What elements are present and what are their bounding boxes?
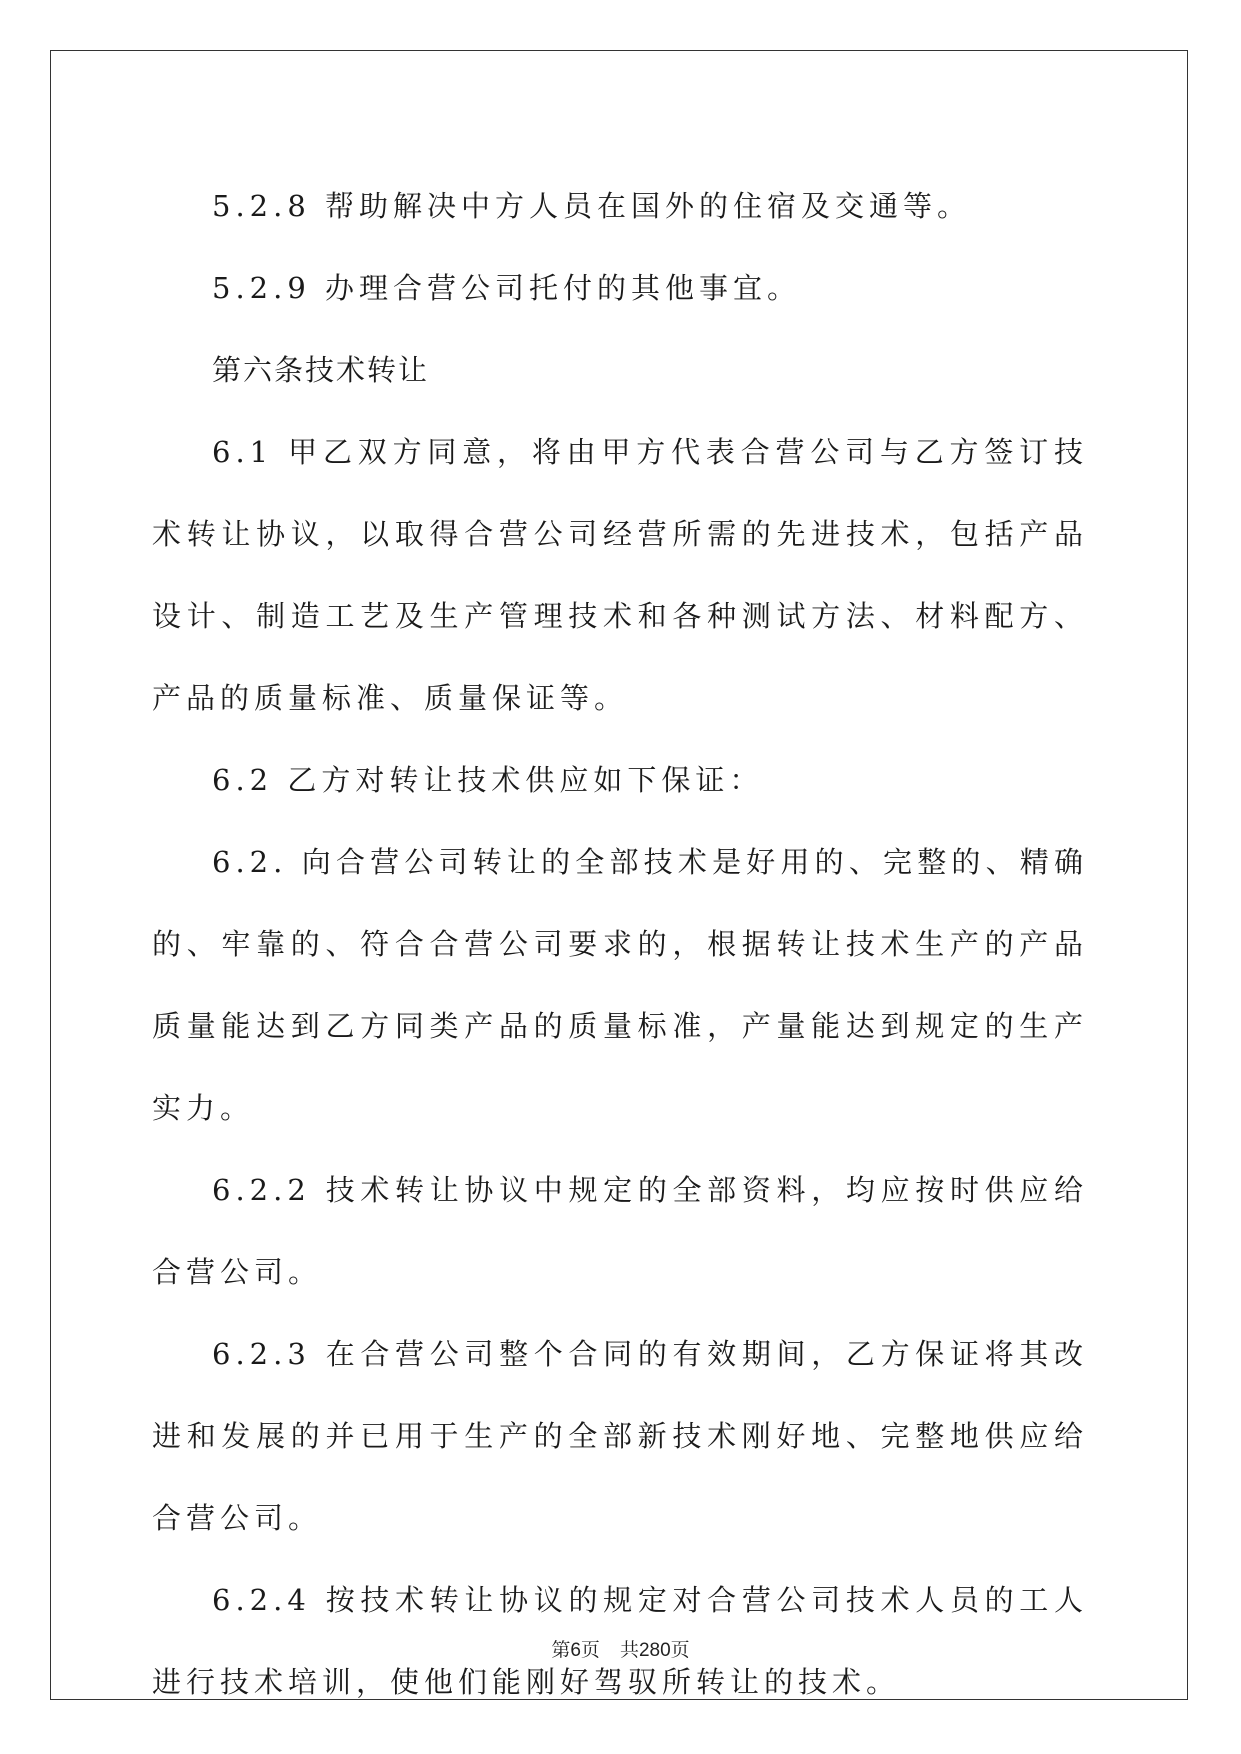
- total-pages: 280: [638, 1640, 671, 1661]
- total-prefix: 共: [619, 1639, 639, 1661]
- page-suffix: 页: [580, 1639, 600, 1661]
- page-prefix: 第: [551, 1639, 571, 1661]
- paragraph-6-2: 6.2 乙方对转让技术供应如下保证：: [212, 763, 764, 797]
- paragraph-5-2-9: 5.2.9 办理合营公司托付的其他事宜。: [212, 271, 802, 305]
- document-body: [152, 165, 1088, 1723]
- paragraph-6-2-1: 6.2. 向合营公司转让的全部技术是好用的、完整的、精确的、牢靠的、符合合营公司要求的，根据转让技术生产的产品质量能达到乙方同类产品的质量标准，产量能达到规定的生产实力。: [152, 845, 1088, 1125]
- paragraph-6-2-2: 6.2.2 技术转让协议中规定的全部资料，均应按时供应给合营公司。: [152, 1173, 1088, 1289]
- page-number: 6: [570, 1640, 581, 1661]
- paragraph-5-2-8: 5.2.8 帮助解决中方人员在国外的住宿及交通等。: [212, 189, 972, 223]
- section-heading-article-6: 第六条技术转让: [212, 353, 430, 387]
- paragraph-6-2-3: 6.2.3 在合营公司整个合同的有效期间，乙方保证将其改进和发展的并已用于生产的全部新技术刚好地、完整地供应给合营公司。: [152, 1337, 1088, 1535]
- total-suffix: 页: [670, 1639, 690, 1661]
- page-footer: [0, 1635, 1241, 1662]
- paragraph-6-2-4: 6.2.4 按技术转让协议的规定对合营公司技术人员的工人进行技术培训，使他们能刚好驾驭所转让的技术。: [152, 1583, 1088, 1699]
- paragraph-6-1: 6.1 甲乙双方同意，将由甲方代表合营公司与乙方签订技术转让协议，以取得合营公司经营所需的先进技术，包括产品设计、制造工艺及生产管理技术和各种测试方法、材料配方、产品的质量标准、质量保证等。: [152, 435, 1088, 715]
